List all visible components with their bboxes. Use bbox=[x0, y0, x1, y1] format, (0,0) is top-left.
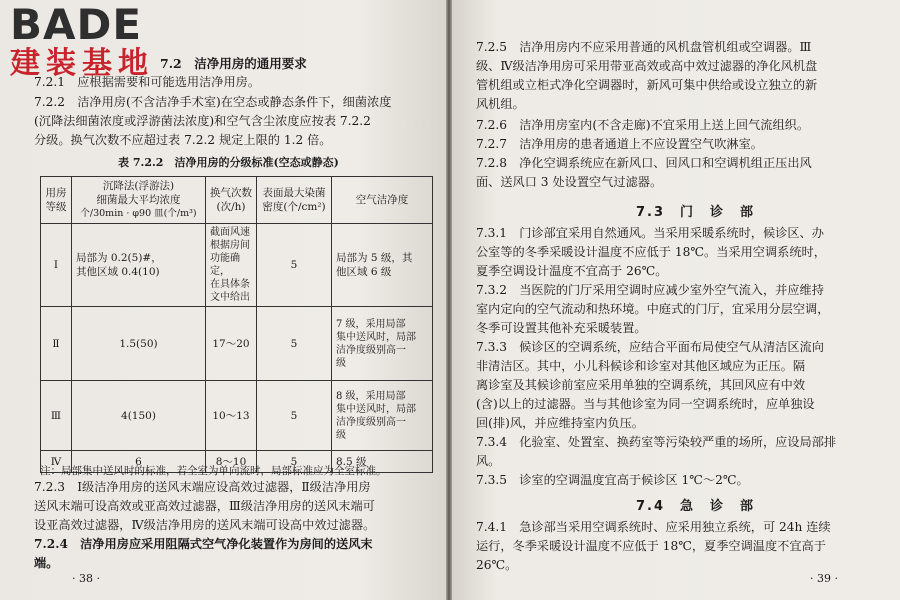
cell-clean: 8 级，采用局部 集中送风时，局部 洁净度级别高一 级 bbox=[332, 381, 433, 451]
clause-7-2-1: 7.2.1 应根据需要和可能选用洁净用房。 bbox=[34, 75, 261, 89]
cell-conc: 4(150) bbox=[72, 381, 206, 451]
clause-7-3-3-line1: 7.3.3 候诊区的空调系统，应结合平面布局使空气从清洁区流向 bbox=[476, 340, 824, 354]
clause-7-2-5-line4: 风机组。 bbox=[476, 97, 525, 111]
clause-7-4-1-line2: 运行，冬季采暖设计温度不应低于 18℃，夏季空调温度不宜高于 bbox=[476, 539, 826, 553]
clause-7-2-2-line2: (沉降法细菌浓度或浮游菌法浓度)和空气含尘浓度应按表 7.2.2 bbox=[34, 114, 371, 128]
table-row bbox=[41, 307, 433, 381]
clause-7-4-1-line3: 26℃。 bbox=[476, 558, 518, 572]
table-row bbox=[41, 381, 433, 451]
th-grade: 用房 等级 bbox=[41, 177, 72, 224]
cell-grade: Ⅳ bbox=[41, 451, 72, 473]
cell-ach: 10～13 bbox=[206, 381, 257, 451]
clause-7-3-3-line5: 回(排)风，并应维持室内负压。 bbox=[476, 416, 644, 430]
clause-7-3-4-line1: 7.3.4 化验室、处置室、换药室等污染较严重的场所，应设局部排 bbox=[476, 435, 837, 449]
th-bacteria: 沉降法(浮游法) 细菌最大平均浓度 个/30min · φ90 皿(个/m³) bbox=[72, 177, 206, 224]
cell-conc: 6 bbox=[72, 451, 206, 473]
cell-grade: Ⅰ bbox=[41, 224, 72, 307]
cell-clean: 局部为 5 级，其 他区域 6 级 bbox=[332, 224, 433, 307]
clause-7-2-5-line2: 级、Ⅳ级洁净用房可采用带亚高效或高中效过滤器的净化风机盘 bbox=[476, 59, 818, 73]
clause-7-3-2-line2: 室内定向的空气流动和热环境。中庭式的门厅，宜采用分层空调， bbox=[476, 302, 830, 316]
cell-grade: Ⅱ bbox=[41, 307, 72, 381]
section-heading-7-3: 7.3 门 诊 部 bbox=[636, 205, 756, 220]
section-heading-7-4: 7.4 急 诊 部 bbox=[636, 499, 756, 514]
cell-surface: 5 bbox=[257, 307, 332, 381]
clause-7-3-2-line3: 冬季可设置其他补充采暖装置。 bbox=[476, 321, 647, 335]
table-note: 注：局部集中送风时的标准，若全室为单向流时，局部标准应为全室标准。 bbox=[40, 465, 387, 477]
cell-surface: 5 bbox=[257, 381, 332, 451]
clause-7-2-2-line1: 7.2.2 洁净用房(不含洁净手术室)在空态或静态条件下，细菌浓度 bbox=[34, 95, 392, 109]
clause-7-2-4-line1: 7.2.4 洁净用房应采用阻隔式空气净化装置作为房间的送风末 bbox=[34, 537, 373, 551]
left-page bbox=[0, 0, 446, 600]
clause-7-3-1-line2: 公室等的冬季采暖设计温度不应低于 18℃。当采用空调系统时， bbox=[476, 245, 826, 259]
bade-logo bbox=[6, 2, 171, 84]
clause-7-2-4-line2: 端。 bbox=[34, 556, 59, 570]
clause-7-2-3-line2: 送风末端可设高效或亚高效过滤器，Ⅲ级洁净用房的送风末端可 bbox=[34, 499, 375, 513]
cell-clean: 7 级，采用局部 集中送风时，局部 洁净度级别高一 级 bbox=[332, 307, 433, 381]
clause-7-2-5-line1: 7.2.5 洁净用房内不应采用普通的风机盘管机组或空调器。Ⅲ bbox=[476, 40, 812, 54]
logo-chinese: 建装基地 bbox=[10, 46, 154, 81]
clause-7-3-2-line1: 7.3.2 当医院的门厅采用空调时应减少室外空气流入，并应维持 bbox=[476, 283, 824, 297]
clause-7-3-4-line2: 风。 bbox=[476, 454, 501, 468]
page-number-left: · 38 · bbox=[72, 572, 100, 585]
page-number-right: · 39 · bbox=[810, 572, 838, 585]
cell-conc: 1.5(50) bbox=[72, 307, 206, 381]
clause-7-2-8-line2: 面、送风口 3 处设置空气过滤器。 bbox=[476, 175, 663, 189]
clause-7-3-3-line3: 离诊室及其候诊前室应采用单独的空调系统，其回风应有中效 bbox=[476, 378, 806, 392]
clause-7-2-2-line3: 分级。换气次数不应超过表 7.2.2 规定上限的 1.2 倍。 bbox=[34, 133, 332, 147]
clause-7-4-1-line1: 7.4.1 急诊部当采用空调系统时、应采用独立系统，可 24h 连续 bbox=[476, 520, 831, 534]
table-row bbox=[41, 224, 433, 307]
section-heading-7-2: 7.2 洁净用房的通用要求 bbox=[160, 56, 307, 71]
clause-7-2-3-line1: 7.2.3 Ⅰ级洁净用房的送风末端应设高效过滤器，Ⅱ级洁净用房 bbox=[34, 480, 371, 494]
clause-7-2-7: 7.2.7 洁净用房的患者通道上不应设置空气吹淋室。 bbox=[476, 137, 763, 151]
cell-ach: 17～20 bbox=[206, 307, 257, 381]
clause-7-2-8-line1: 7.2.8 净化空调系统应在新风口、回风口和空调机组正压出风 bbox=[476, 156, 812, 170]
cell-ach: 8～10 bbox=[206, 451, 257, 473]
th-surface: 表面最大染菌 密度(个/cm²) bbox=[257, 177, 332, 224]
clause-7-3-1-line3: 夏季空调设计温度不宜高于 26℃。 bbox=[476, 264, 668, 278]
clause-7-3-5: 7.3.5 诊室的空调温度宜高于候诊区 1℃～2℃。 bbox=[476, 473, 749, 487]
th-air-changes: 换气次数 (次/h) bbox=[206, 177, 257, 224]
table-header-row bbox=[41, 177, 433, 224]
cell-surface: 5 bbox=[257, 224, 332, 307]
clause-7-2-3-line3: 设亚高效过滤器，Ⅳ级洁净用房的送风末端可设高中效过滤器。 bbox=[34, 518, 376, 532]
cell-conc: 局部为 0.2(5)#， 其他区域 0.4(10) bbox=[72, 224, 206, 307]
clause-7-3-3-line4: (含)以上的过滤器。当与其他诊室为同一空调系统时，应单独设 bbox=[476, 397, 815, 411]
cell-ach: 截面风速 根据房间 功能确定， 在具体条 文中给出 bbox=[206, 224, 257, 307]
cell-grade: Ⅲ bbox=[41, 381, 72, 451]
clause-7-2-5-line3: 管机组或立柜式净化空调器时，新风可集中供给或设立独立的新 bbox=[476, 78, 818, 92]
clause-7-2-6: 7.2.6 洁净用房室内(不含走廊)不宜采用上送上回气流组织。 bbox=[476, 118, 810, 132]
th-cleanliness: 空气洁净度 bbox=[332, 177, 433, 224]
cell-clean: 8.5 级 bbox=[332, 451, 433, 473]
clause-7-3-1-line1: 7.3.1 门诊部宜采用自然通风。当采用采暖系统时，候诊区、办 bbox=[476, 226, 824, 240]
table-caption: 表 7.2.2 洁净用房的分级标准(空态或静态) bbox=[118, 156, 339, 169]
logo-wordmark: BADE bbox=[10, 0, 143, 49]
grading-table bbox=[40, 176, 433, 473]
right-page bbox=[452, 0, 900, 600]
cell-surface: 5 bbox=[257, 451, 332, 473]
clause-7-3-3-line2: 非清洁区。其中，小儿科候诊和诊室对其他区域应为正压。隔 bbox=[476, 359, 806, 373]
